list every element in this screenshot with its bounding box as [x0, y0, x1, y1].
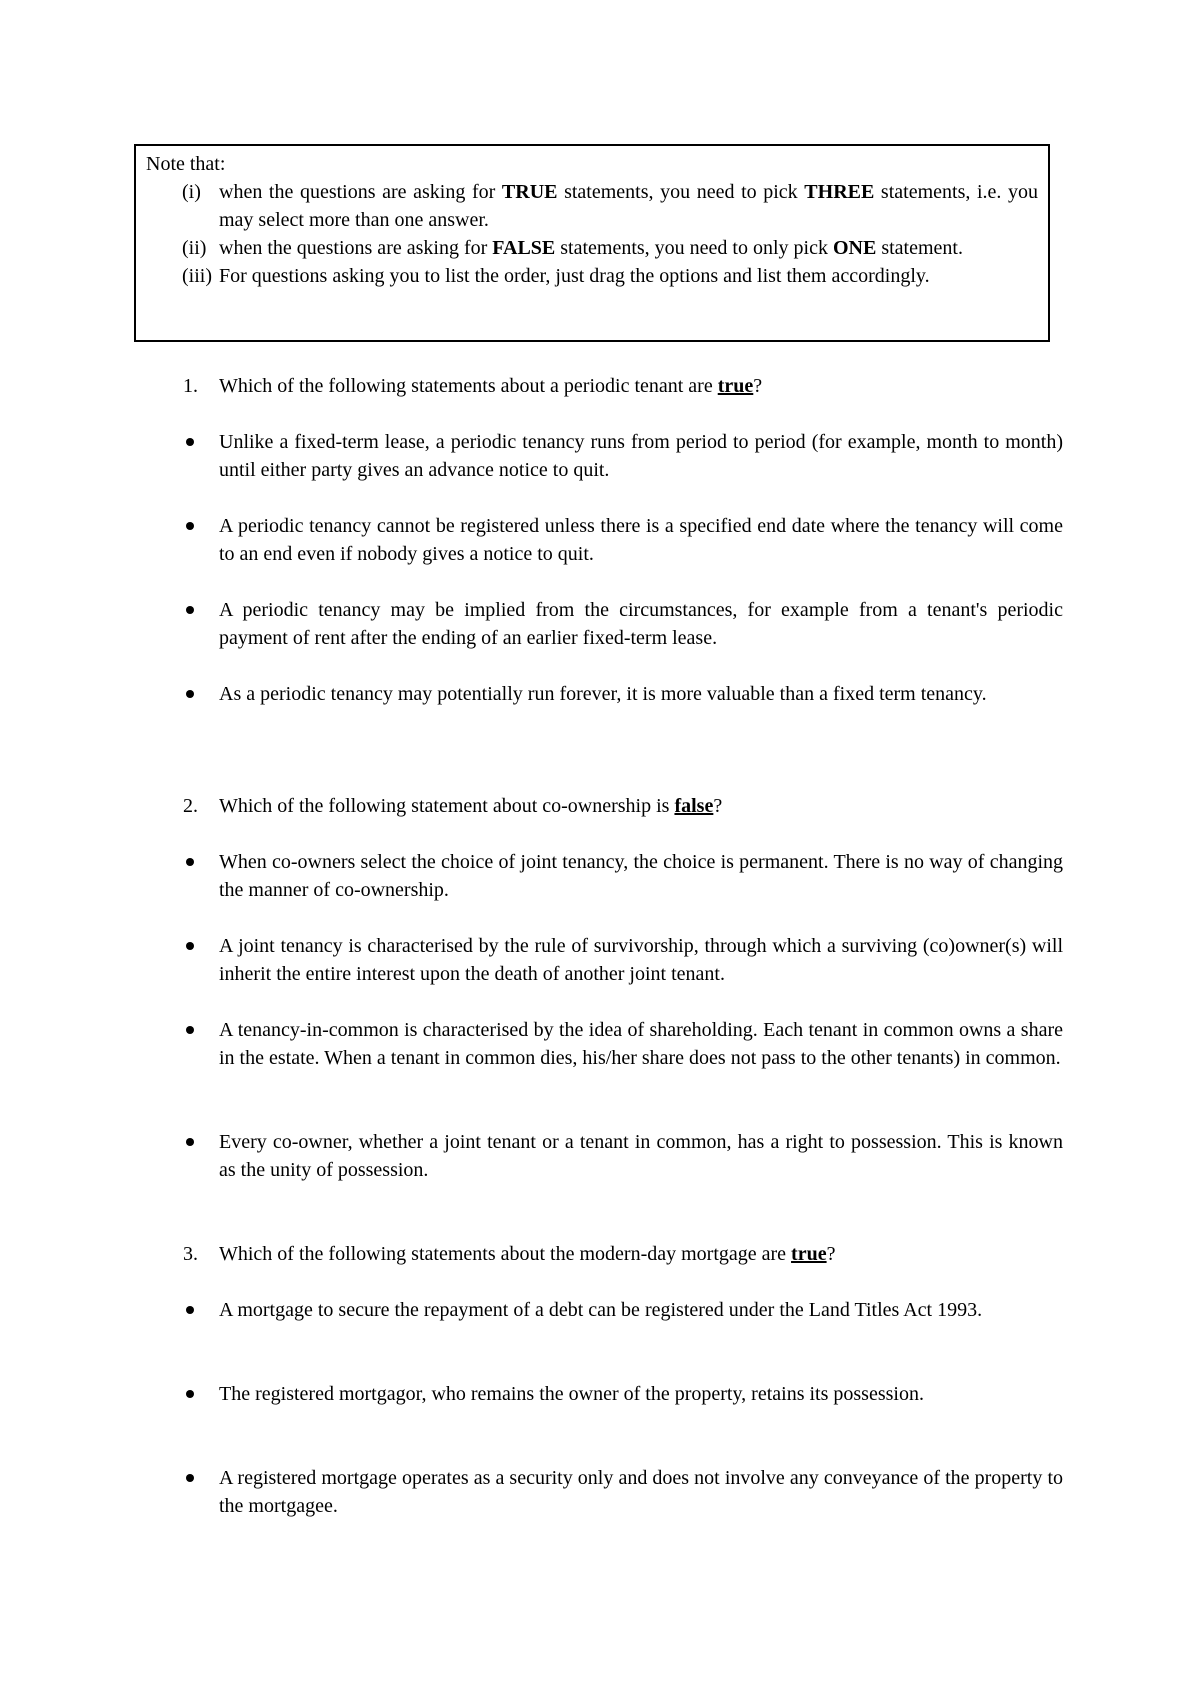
bullet-icon — [183, 1464, 219, 1520]
bullet-icon — [183, 1296, 219, 1324]
option-item[interactable] — [183, 1380, 1063, 1408]
option-item[interactable] — [183, 596, 1063, 652]
option-text: A mortgage to secure the repayment of a debt can be registered under the Land Titles Act 1993. — [219, 1299, 983, 1321]
bullet-icon — [183, 596, 219, 652]
question-keyword: true — [791, 1243, 827, 1265]
note-item-text: For questions asking you to list the order, just drag the options and list them accordingly. — [219, 265, 930, 287]
note-box — [134, 144, 1050, 342]
question-number: 3. — [183, 1243, 198, 1265]
option-item[interactable] — [183, 680, 1063, 708]
note-item-1 — [146, 178, 1038, 234]
option-text: The registered mortgagor, who remains the owner of the property, retains its possession. — [219, 1383, 924, 1405]
option-item[interactable] — [183, 1464, 1063, 1520]
note-text-part: statement. — [876, 237, 963, 259]
option-text: Every co-owner, whether a joint tenant or a tenant in common, has a right to possession. This is known as the unity of possession. — [219, 1131, 1063, 1181]
bullet-icon — [183, 1128, 219, 1184]
question-text — [219, 372, 762, 400]
question-number: 1. — [183, 375, 198, 397]
bullet-icon — [183, 428, 219, 484]
question-prefix: Which of the following statements about a periodic tenant are — [219, 375, 718, 397]
bullet-icon — [183, 848, 219, 904]
note-item-number: (ii) — [182, 237, 207, 259]
note-item-3 — [146, 262, 1038, 290]
note-item-number: (iii) — [182, 265, 212, 287]
option-item[interactable] — [183, 428, 1063, 484]
note-keyword-one: ONE — [832, 237, 877, 259]
option-text: A registered mortgage operates as a security only and does not involve any conveyance of the property to the mortgagee. — [219, 1467, 1063, 1517]
bullet-icon — [183, 1016, 219, 1072]
option-item[interactable] — [183, 1128, 1063, 1184]
note-heading: Note that: — [146, 153, 226, 175]
question-prefix: Which of the following statement about co-ownership is — [219, 795, 675, 817]
option-item[interactable] — [183, 848, 1063, 904]
question-keyword: false — [674, 795, 714, 817]
note-keyword-three: THREE — [804, 181, 875, 203]
note-item-2 — [146, 234, 1038, 262]
bullet-icon — [183, 680, 219, 708]
note-text-part: statements, you need to only pick — [555, 237, 833, 259]
question-suffix: ? — [826, 1243, 836, 1265]
bullet-icon — [183, 512, 219, 568]
option-item[interactable] — [183, 1016, 1063, 1072]
note-item-text — [219, 178, 1038, 234]
note-text-part: statements, i.e. you may select more than one answer. — [219, 181, 1039, 231]
option-text: A periodic tenancy may be implied from the circumstances, for example from a tenant's periodic payment of rent after the ending of an earlier fixed-term lease. — [219, 599, 1063, 649]
question-suffix: ? — [753, 375, 763, 397]
question-3 — [183, 1240, 1063, 1268]
question-prefix: Which of the following statements about the modern-day mortgage are — [219, 1243, 792, 1265]
question-text — [219, 792, 722, 820]
note-text-part: when the questions are asking for — [219, 181, 502, 203]
question-keyword: true — [717, 375, 754, 397]
option-text: A periodic tenancy cannot be registered unless there is a specified end date where the tenancy will come to an end even if nobody gives a notice to quit. — [219, 515, 1063, 565]
note-keyword-false: FALSE — [492, 237, 556, 259]
note-keyword-true: TRUE — [501, 181, 558, 203]
question-number: 2. — [183, 795, 198, 817]
note-text-part: statements, you need to pick — [557, 181, 805, 203]
option-text: A joint tenancy is characterised by the rule of survivorship, through which a surviving (co)owner(s) will inherit the entire interest upon the death of another joint tenant. — [219, 935, 1063, 985]
bullet-icon — [183, 932, 219, 988]
option-text: A tenancy-in-common is characterised by the idea of shareholding. Each tenant in common owns a share in the estate. When a tenant in common dies, his/her share does not pass to the other tenants) in common. — [219, 1019, 1063, 1069]
question-2 — [183, 792, 1063, 820]
option-item[interactable] — [183, 1296, 1063, 1324]
option-text: As a periodic tenancy may potentially run forever, it is more valuable than a fixed term tenancy. — [219, 683, 987, 705]
question-text — [219, 1240, 835, 1268]
option-item[interactable] — [183, 932, 1063, 988]
note-item-text — [219, 234, 1038, 262]
note-text-part: when the questions are asking for — [219, 237, 493, 259]
question-1 — [183, 372, 1063, 400]
option-text: When co-owners select the choice of joint tenancy, the choice is permanent. There is no way of changing the manner of co-ownership. — [219, 851, 1063, 901]
option-text: Unlike a fixed-term lease, a periodic tenancy runs from period to period (for example, month to month) until either party gives an advance notice to quit. — [219, 431, 1063, 481]
option-item[interactable] — [183, 512, 1063, 568]
question-suffix: ? — [713, 795, 723, 817]
bullet-icon — [183, 1380, 219, 1408]
note-item-number: (i) — [182, 181, 201, 203]
